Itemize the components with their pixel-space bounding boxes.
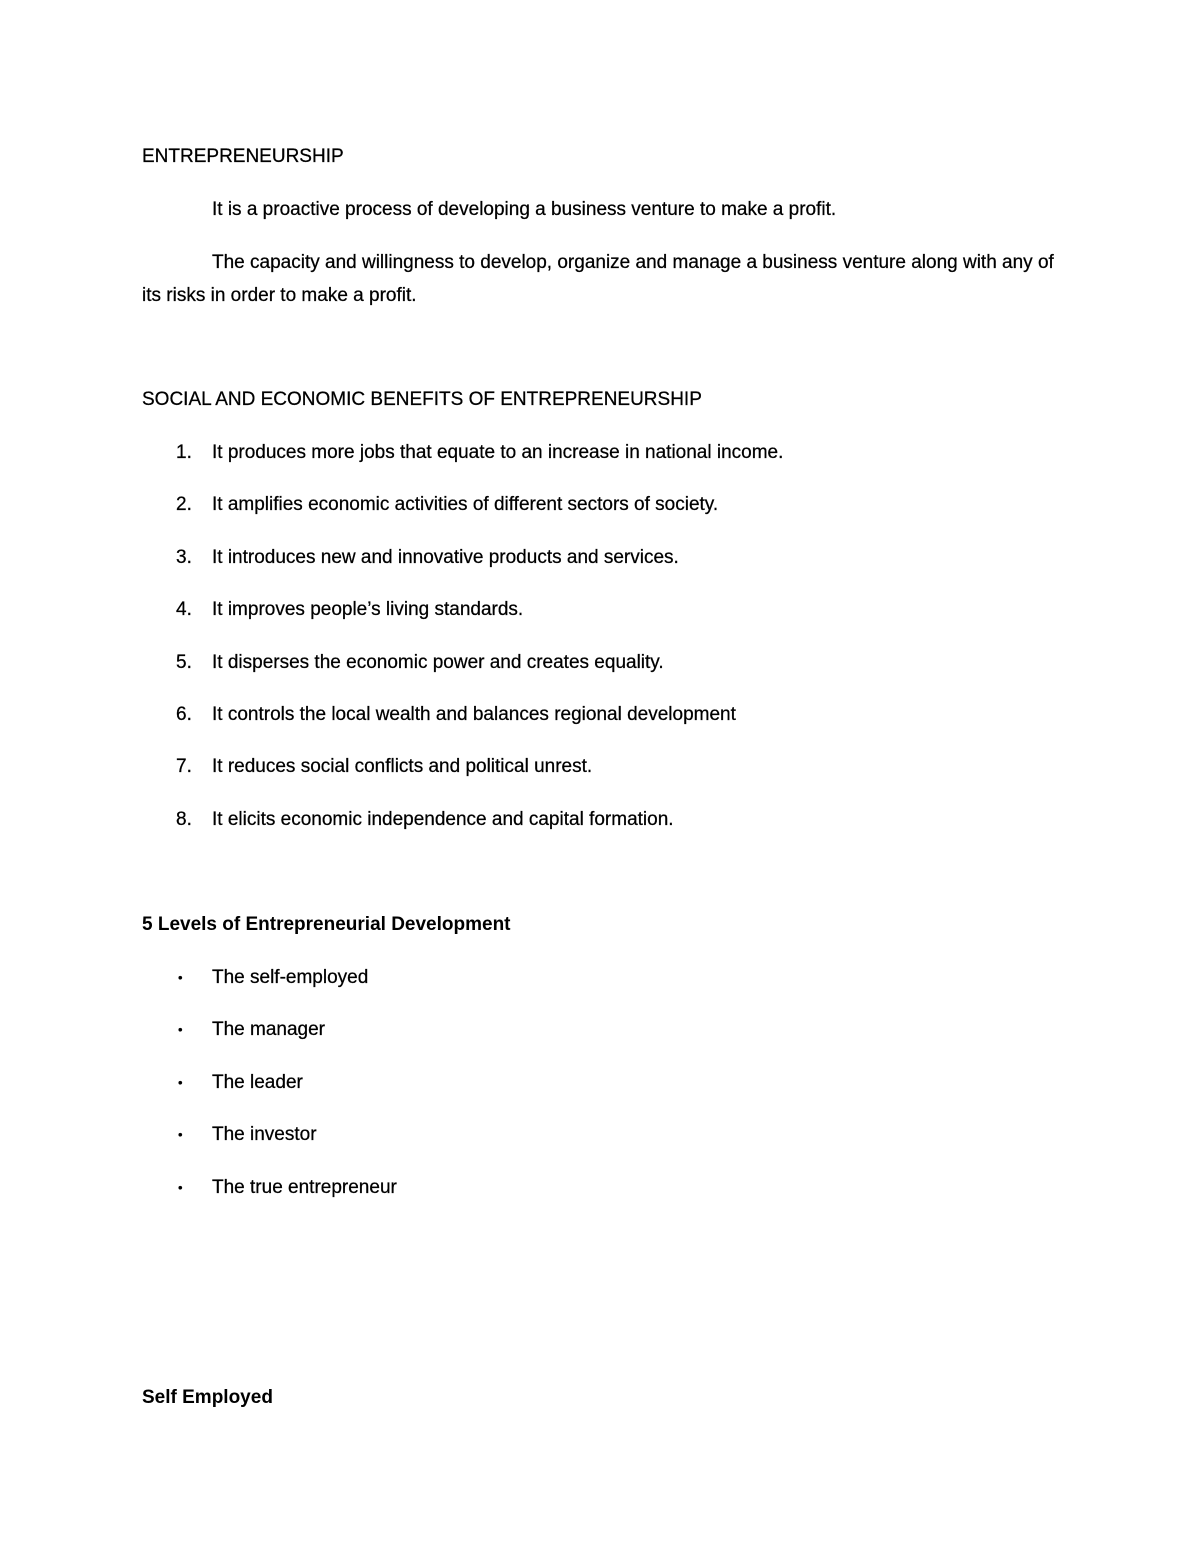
definition-paragraph-1: It is a proactive process of developing a business venture to make a profit. bbox=[212, 199, 837, 220]
section-title-benefits: SOCIAL AND ECONOMIC BENEFITS OF ENTREPRENEURSHIP bbox=[142, 389, 702, 410]
list-item-text: It disperses the economic power and creates equality. bbox=[212, 651, 664, 673]
list-item-text: It controls the local wealth and balances regional development bbox=[212, 703, 736, 725]
list-item-text: It improves people’s living standards. bbox=[212, 599, 524, 621]
list-item-text: It elicits economic independence and capital formation. bbox=[212, 808, 674, 830]
bullet-icon: • bbox=[178, 1074, 183, 1090]
bullet-icon: • bbox=[178, 1179, 183, 1195]
list-number: 2. bbox=[176, 494, 192, 516]
list-number: 3. bbox=[176, 546, 192, 568]
list-number: 8. bbox=[176, 808, 192, 830]
section-title-self-employed: Self Employed bbox=[142, 1387, 273, 1408]
list-item-text: The self-employed bbox=[212, 967, 369, 988]
list-number: 1. bbox=[176, 442, 192, 463]
list-item-text: The leader bbox=[212, 1071, 303, 1093]
list-item-text: It amplifies economic activities of different sectors of society. bbox=[212, 494, 719, 516]
list-item-text: It produces more jobs that equate to an increase in national income. bbox=[212, 442, 784, 463]
list-item-text: It introduces new and innovative products and services. bbox=[212, 546, 679, 568]
definition-paragraph-2: The capacity and willingness to develop, organize and manage a business venture along with any of its risks in order to make a profit. bbox=[142, 252, 1054, 306]
list-item-text: It reduces social conflicts and political unrest. bbox=[212, 756, 593, 778]
list-number: 6. bbox=[176, 703, 192, 725]
section-title-levels: 5 Levels of Entrepreneurial Development bbox=[142, 914, 511, 935]
list-number: 4. bbox=[176, 599, 192, 621]
list-number: 7. bbox=[176, 756, 192, 778]
list-item-text: The investor bbox=[212, 1124, 317, 1146]
list-item-text: The manager bbox=[212, 1019, 326, 1041]
section-title-entrepreneurship: ENTREPRENEURSHIP bbox=[142, 146, 344, 167]
list-number: 5. bbox=[176, 651, 192, 673]
bullet-icon: • bbox=[178, 1127, 183, 1143]
bullet-icon: • bbox=[178, 970, 183, 985]
list-item-text: The true entrepreneur bbox=[212, 1176, 397, 1198]
bullet-icon: • bbox=[178, 1022, 183, 1038]
